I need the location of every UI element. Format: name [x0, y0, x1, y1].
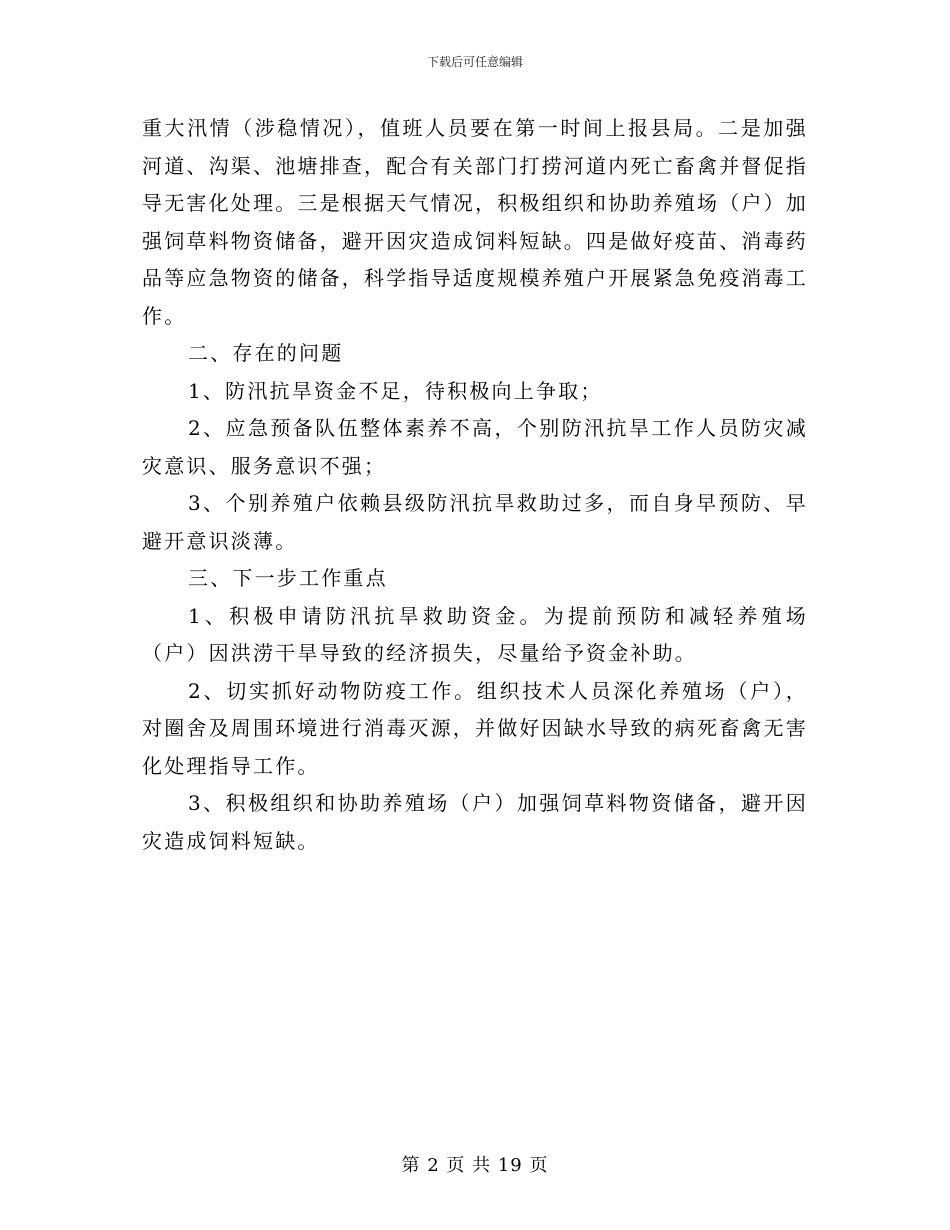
next-step-item-2: 2、切实抓好动物防疫工作。组织技术人员深化养殖场（户），对圈舍及周围环境进行消毒灭源，并做好因缺水导致的病死畜禽无害化处理指导工作。	[142, 678, 808, 778]
next-step-item-1: 1、积极申请防汛抗旱救助资金。为提前预防和减轻养殖场（户）因洪涝干旱导致的经济损失，尽量给予资金补助。	[142, 603, 808, 665]
section-heading-next-steps: 三、下一步工作重点	[188, 566, 388, 590]
problem-item-2: 2、应急预备队伍整体素养不高，个别防汛抗旱工作人员防灾减灾意识、服务意识不强；	[142, 416, 808, 478]
section-heading-problems: 二、存在的问题	[188, 341, 344, 365]
problem-item-3: 3、个别养殖户依赖县级防汛抗旱救助过多，而自身早预防、早避开意识淡薄。	[142, 491, 808, 553]
page-header: 下载后可任意编辑	[426, 55, 523, 69]
paragraph-continuation: 重大汛情（涉稳情况），值班人员要在第一时间上报县局。二是加强河道、沟渠、池塘排查，配合有关部门打捞河道内死亡畜禽并督促指导无害化处理。三是根据天气情况，积极组织和协助养殖场（户）加强饲草料物资储备，避开因灾造成饲料短缺。四是做好疫苗、消毒药品等应急物资的储备，科学指导适度规模养殖户开展紧急免疫消毒工作。	[142, 116, 808, 328]
page-number-footer: 第 2 页 共 19 页	[401, 1155, 549, 1176]
document-body	[142, 110, 808, 860]
problem-item-1: 1、防汛抗旱资金不足，待积极向上争取；	[188, 378, 603, 403]
next-step-item-3: 3、积极组织和协助养殖场（户）加强饲草料物资储备，避开因灾造成饲料短缺。	[142, 791, 808, 853]
